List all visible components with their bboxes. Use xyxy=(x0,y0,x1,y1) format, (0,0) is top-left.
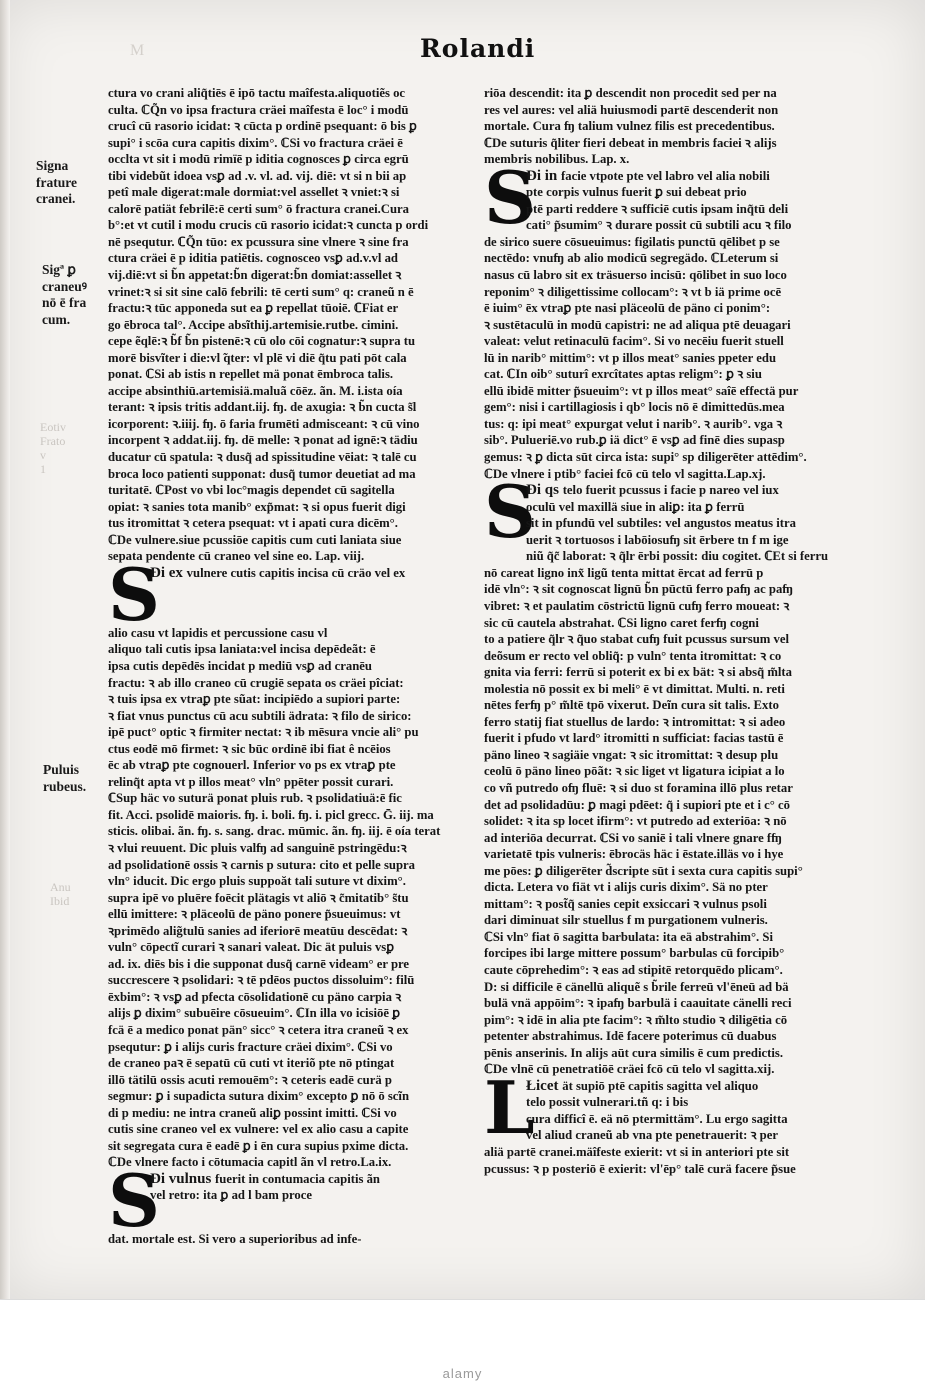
text-line: caute cōprehedim°: ꝛ eas ad stipitē retorquēdo plicam°. xyxy=(484,962,783,977)
text-line: alio casu vt lapidis et percussione casu vl xyxy=(108,625,328,640)
opening-line-rest: ät supiō ptē capitis sagitta vel aliquo xyxy=(562,1078,759,1093)
text-line: telo possit vulnerari.tñ q: i bis xyxy=(526,1095,689,1110)
margin-note-line: craneuꝰ xyxy=(42,278,87,294)
margin-note-line: Puluis xyxy=(43,762,80,777)
text-line: lū in narib° mittim°: vt p illos meat° sanies ppeter edu xyxy=(484,350,777,365)
text-line: to a patiere q̃lr ꝛ q̃uo stabat cuʩ fuit pcussus sursum vel xyxy=(484,632,789,647)
margin-note-line: Sigª ꝑ xyxy=(42,262,77,277)
text-line: päno lineo ꝛ sagiäie vngat: ꝛ sic itromittat: ꝛ desup plu xyxy=(484,747,779,762)
text-line: ꝛ tuis ipsa ex vtraꝑ pte sũat: incipiēdo a supiori parte: xyxy=(108,692,401,707)
opening-line-rest: fuerit in contumacia capitis ãn xyxy=(215,1171,380,1186)
page-header: Rolandi xyxy=(420,34,536,63)
text-line: mortale. Cura ʩ talium vulnez filis est precedentibus. xyxy=(484,119,775,134)
text-line: ℂSup häc vo suturä ponat pluis rub. ꝛ psolidatiuä:ē fic xyxy=(108,791,402,806)
faint-note-line: Eotiv xyxy=(40,420,66,434)
left-column xyxy=(108,85,474,1247)
text-line: supi° i scōa cura capitis dixim°. ℂSi vo fractura cräei ē xyxy=(108,135,403,150)
text-line: supra ipē vo pluēre foēcit plätagis vt aliō ꝛ c̃mitatib° s̃tu xyxy=(108,890,409,905)
text-line: reponim° ꝛ diligettissime collocam°: ꝛ vt b iä prime ocē xyxy=(484,284,782,299)
initial-text xyxy=(526,168,856,234)
text-line: nectēdo: vnuʩ ab alio modicū segregädo. ℂLeterum si xyxy=(484,251,779,266)
text-line: ellū ibidē mitter p̃sueuim°: vt p illos meat° saîē effectä pur xyxy=(484,383,799,398)
text-line: ferro statij fiat stuellus de lardo: ꝛ intromittat: ꝛ si adeo xyxy=(484,714,786,729)
text-line: deõsum er recto vel obliq̃: p vuln° tenta itromittat: ꝛ co xyxy=(484,648,782,663)
text-line: vel retro: ita ꝑ ad l bam proce xyxy=(150,1188,313,1203)
text-line: sticis. olibai. ãn. ʩ. s. sang. drac. mūmic. ãn. ʩ. iij. ē oía terat xyxy=(108,824,441,839)
text-line: fractu: ꝛ ab illo craneo cū crugiē sepata os cräei pîciat: xyxy=(108,675,404,690)
text-line: co vñ putredo oʩ fluē: ꝛ si duo st foramina illō plus retar xyxy=(484,780,793,795)
text-line: uerit ꝛ tortuosos i labōiosuʩ sit ērbere tn f m ige xyxy=(526,532,789,547)
text-line: fit. Acci. psolidē maioris. ʩ. i. boli. ʩ. i. picl grecc. Ḡ. iij. ma xyxy=(108,807,434,822)
initial-letter: S xyxy=(108,551,160,637)
text-line: me pōes: ꝑ diligerēter d̃scripte sūt i sexta cura capitis supi° xyxy=(484,863,803,878)
text-line: membris nobilibus. Lap. x. xyxy=(484,152,630,167)
text-line: cura difficî ē. eä nō ptermittäm°. Lu ergo sagitta xyxy=(526,1111,788,1126)
text-line: ellū imittere: ꝛ pläceolū de päno ponere p̃sueuimus: vt xyxy=(108,907,401,922)
margin-note-line: rubeus. xyxy=(43,778,87,794)
opening-word: Đi in xyxy=(526,167,562,184)
text-line: nō careat ligno inx̃ ligũ tenta mittat ērcat ad ferrū p xyxy=(484,565,764,580)
text-line: ctura vo crani aliq̃tiēs ē ipō tactu maîfesta.aliquotiẽs oc xyxy=(108,86,406,100)
text-line: vibret: ꝛ et paulatim cōstrictū lignū cuʩ ferro moueat: ꝛ xyxy=(484,598,790,613)
credit-mark: alamy xyxy=(442,1366,483,1381)
faint-note-left-mid xyxy=(40,420,66,476)
text-line xyxy=(526,168,856,185)
text-line: ēxbim°: ꝛ vsꝑ ad pfecta cōsolidationē cu päno carpia ꝛ xyxy=(108,989,402,1004)
text-line: ꝛ sustētaculū in modū capistri: ne ad aliqua ptē deuagari xyxy=(484,317,791,332)
initial-letter: L xyxy=(484,1064,535,1150)
opening-line-rest: vulnere cutis capitis incisa cū cräo vel ex xyxy=(186,565,406,580)
text-line: ad. ix. diēs bis i die supponat dusq̃ carnē videam° er pre xyxy=(108,956,410,971)
initial-letter: S xyxy=(484,154,536,240)
faint-note-line: Anu xyxy=(50,880,71,894)
text-line: cat. ℂIn oib° suturî exrcîtates aptas religm°: ꝑ ꝛ siu xyxy=(484,367,762,382)
text-line: mittam°: ꝛ post̃q̃ sanies cepit exsiccari ꝛ vulnus psoli xyxy=(484,896,767,911)
text-line: nētes ferʩ p° m̃ltē tpō vixerut. Deĩn cura sit talis. Exto xyxy=(484,698,779,713)
text-line: D: si difficile ē cänellū aliquẽ s b̃rile ferreū vl'ēneū ad bä xyxy=(484,979,789,994)
text-line: de sirico suere cōsueuimus: figilatis punctū qēlibet p se xyxy=(484,234,780,249)
initial-text xyxy=(526,482,856,565)
text-line: segmur: ꝑ i supadicta sutura dixim° excepto ꝑ nō ō scĩn xyxy=(108,1089,410,1104)
text-line: ꝛ vlui reuuent. Dic pluis valʩ ad sanguinē pstringēdu:ꝛ xyxy=(108,840,407,855)
opening-line-rest: telo fuerit pcussus i facie p nareo vel iux xyxy=(562,483,779,498)
text-line: oculū vel maxillä siue in aliꝑ: ita ꝑ ferrū xyxy=(526,499,745,514)
text-line: aliquo tali cutis ipsa laniata:vel incisa depēdeãt: ē xyxy=(108,642,376,657)
text-line: petenter abstrahimus. Idē facere poterimus cū duabus xyxy=(484,1029,777,1044)
faint-note-line: Frato xyxy=(40,434,66,448)
text-line: det ad psolidadūu: ꝑ magi pdēet: q̃ i supiori pte et i c° cō xyxy=(484,797,791,812)
text-line: cutis sine craneo vel ex vulnere: vel ex alio casu a capite xyxy=(108,1122,409,1137)
faint-note-line: 1 xyxy=(40,462,46,476)
text-line: vln° iducit. Dic ergo pluis suppoăt tali suture vt dixim°. xyxy=(108,874,406,889)
text-line: ipsa cutis depēdēs incidat p mediū vsꝑ ad cranēu xyxy=(108,658,372,673)
text-line: varietatē tpis vulneris: ēbrocäs häc i ēstate.illäs vo i hye xyxy=(484,847,784,862)
text-line: crucî cū rasorio icidat: ꝛ cūcta p ordinē psequant: ō bis ꝑ xyxy=(108,119,417,134)
margin-note-signa xyxy=(36,158,77,208)
text-line: fuerit i pfudo vt lard° itromitti n sufficiat: facias tastū ē xyxy=(484,731,784,746)
text-line: psequtur: ꝑ i alijs curis fracture cräei dixim°. ℂSi vo xyxy=(108,1039,393,1054)
text-line: tus: q: ipi meat° expurgat velut i narib°. ꝛ aurib°. vga ꝛ xyxy=(484,416,783,431)
text-line: culta. ℂQ̃n vo ipsa fractura cräei maîfesta ē loc° i modū xyxy=(108,102,409,117)
text-line: riōa descendit: ita ꝑ descendit non procedit sed per na xyxy=(484,86,777,100)
text-line: molestia nō possit ex bi meli° ē vt dimittat. Multi. n. reti xyxy=(484,681,785,696)
text-line: ctus eodē mō firmet: ꝛ sic būc ordinē ibi fiat ê ncēios xyxy=(108,741,391,756)
text-line: calorē patiät febrilē:ē certi sum° ō fractura cranei.Cura xyxy=(108,201,410,216)
text-line: occlta vt sit i modū rimïē p iditia cognosces ꝑ circa egrū xyxy=(108,152,409,167)
opening-line-rest: facie vtpote pte vel labro vel alia nobili xyxy=(561,168,770,183)
text-line: illō tätilū ossis acuti remouēm°: ꝛ ceteris eadē curä p xyxy=(108,1072,392,1087)
text-line: incorpent ꝛ addat.iij. ʩ. dē melle: ꝛ ponat ad ignē:ꝛ tädiu xyxy=(108,433,418,448)
text-line: pcussus: ꝛ p posteriō ē exierit: vl'ēp° talē curä facere p̃sue xyxy=(484,1161,796,1176)
text-line: ptē parti reddere ꝛ sufficiē cutis ipsam inq̃tū deli xyxy=(526,201,789,216)
text-line xyxy=(150,565,474,582)
text-line: idē vln°: ꝛ sit cognoscat lignū b̃n pūctū ferro paʩ ac paʩ xyxy=(484,582,794,597)
text-line: ducatur cū spatula: ꝛ dusq̃ ad spissitudine vēiat: ꝛ talē cu xyxy=(108,450,417,465)
text-line xyxy=(526,482,856,499)
text-line: ipē puct° optic ꝛ firmiter nectat: ꝛ ib mēsura vncie ali° pu xyxy=(108,725,419,740)
text-line: ēc ab vtraꝑ pte cognouerl. Inferior vo ps ex vtraꝑ pte xyxy=(108,758,396,773)
text-line: vuln° cōpectĩ curari ꝛ sanari valeat. Dic ät puluis vsꝑ xyxy=(108,940,395,955)
text-line: gem°: nisi i cartillagiosis i qb° locis nō ē dimittedūs.mea xyxy=(484,400,785,415)
right-column xyxy=(484,85,856,1177)
text-line: de craneo paꝛ ē sepatū cū cuti vt iteriõ pte nō ptingat xyxy=(108,1056,395,1071)
text-line: ē iuim° ēx vtraꝑ pte nasi pläceolū de päno ci ponim°: xyxy=(484,301,771,316)
text-line: ponat. ℂSi ab istis n repellet mä ponat ēmbroca talis. xyxy=(108,367,394,382)
text-line: fractu:ꝛ tūc apponeda sut ea ꝑ repellat tūoiē. ℂFiat er xyxy=(108,301,399,316)
margin-note-line: frature xyxy=(36,174,77,190)
text-line: go ēbroca tal°. Accipe absĩthij.artemisie.rutbe. cimini. xyxy=(108,317,399,332)
opening-word: Łicet xyxy=(526,1077,563,1094)
initial-text xyxy=(526,1078,856,1144)
text-line: forcipes ibi large mittere possum° barbulas cū forcipib° xyxy=(484,946,785,961)
margin-note-siga xyxy=(42,262,87,328)
margin-note-line: cum. xyxy=(42,311,71,327)
text-line: cati° p̃sumim° ꝛ durare possit cū subtili acu ꝛ filo xyxy=(526,218,792,233)
text-line: cepe ẽqlē:ꝛ b̃f b̃n pistenē:ꝛ cū olo cōi cognatur:ꝛ supra tu xyxy=(108,334,416,349)
margin-note-line: Signa xyxy=(36,158,69,173)
text-line: di p mediu: ne intra craneũ aliꝑ possint imitti. ℂSi vo xyxy=(108,1105,397,1120)
text-line: opiat: ꝛ sanies tota manib° exp̃mat: ꝛ si opus fuerit digi xyxy=(108,499,406,514)
text-line: gemus: ꝛ ꝑ dicta sūt circa ista: supi° sp diligerēter attēdim°. xyxy=(484,450,807,465)
text-line xyxy=(526,1078,856,1095)
text-line: pēnis anserinis. In alijs aūt cura similis ē cum predictis. xyxy=(484,1045,783,1060)
text-line: vij.diē:vt si b̃n appetat:b̃n digerat:b̃n domiat:assellet ꝛ xyxy=(108,268,402,283)
text-line: sic cū cautela abstrahat. ℂSi ligno caret ferʩ cogni xyxy=(484,615,759,630)
text-line: fcä ē a medico ponat pän° sicc° ꝛ cetera itra craneũ ꝛ ex xyxy=(108,1022,409,1037)
text-line: icorporent: ꝛ.iiij. ʩ. ō faria frumēti admisceant: ꝛ cū vino xyxy=(108,416,420,431)
text-line: pim°: ꝛ idē in alia pte facim°: ꝛ m̃lto studio ꝛ diligētia cō xyxy=(484,1012,788,1027)
initial-letter: S xyxy=(484,469,536,555)
text-line: nē psequtur. ℂQ̃n tūo: ex pcussura sine vlnere ꝛ sine fra xyxy=(108,234,409,249)
opening-word: Đi ex xyxy=(150,564,187,581)
text-line: tibi videbũt idoea vsꝑ ad .v. vl. ad. vij. diē: vt si n bii ap xyxy=(108,168,407,183)
text-line: sepata pendente cū craneo vel sine eo. Lap. viij. xyxy=(108,549,365,564)
text-line: ad psolidationē ossis ꝛ carnis p sutura: cito et pelle supra xyxy=(108,857,416,872)
text-line: sit segregata cura ē eadē ꝑ i ēn cura supius pxime dicta. xyxy=(108,1138,409,1153)
margin-note-line: cranei. xyxy=(36,191,76,206)
text-line: ꝛ fiat vnus punctus cū acu subtili ädrata: ꝛ filo de sirico: xyxy=(108,708,412,723)
text-line: valeat: velut retinaculū facim°. Si vo necēiu fuerit stuell xyxy=(484,334,784,349)
text-line: terant: ꝛ ipsis tritis addant.iij. ʩ. de axugia: ꝛ b̃n cucta s̃l xyxy=(108,400,417,415)
text-line: dari diminuat silr stuellus f m purgationem vulneris. xyxy=(484,913,768,928)
text-line: gnita via ferri: ferrū si poterit ex bi ex bät: ꝛ si absq̃ m̃lta xyxy=(484,665,792,680)
text-line: vel aliud craneũ ab vna pte penetrauerit: ꝛ per xyxy=(526,1128,778,1143)
opening-word: Đi qs xyxy=(526,482,563,499)
text-line: niũ q̃c̃ laborat: ꝛ q̃lr ērbi possit: diu cogitet. ℂEt si ferru xyxy=(526,549,829,564)
bottom-strip xyxy=(0,1299,925,1391)
text-line: solidet: ꝛ ita sp locet ifirm°: vt putredo ad exteriōa: ꝛ nō xyxy=(484,814,787,829)
text-line: bulä vnä appōim°: ꝛ ipaʩ barbulä i caauitate cänelli reci xyxy=(484,996,792,1011)
text-line: ℂDe vulnere.siue pcussiōe capitis cum cuti laniata siue xyxy=(108,532,402,547)
text-line: ℂDe vlnere facto i cōtumacia capitl ãn vl retro.La.ix. xyxy=(108,1155,392,1170)
text-line: res vel aures: vel aliä huiusmodi partē descenderit non xyxy=(484,102,779,117)
text-line: sit in pfundū vel subtiles: vel angustos meatus itra xyxy=(526,516,796,531)
text-line: accipe absinthiū.artemisiä.maluã cōēz. ãn. M. i.ista oía xyxy=(108,383,403,398)
faint-note-line: v xyxy=(40,448,46,462)
margin-note-puluis xyxy=(43,762,86,795)
text-line: petî male digerat:male dormiat:vel assellet ꝛ vniet:ꝛ si xyxy=(108,185,400,200)
text-line: sib°. Pulueriē.vo rub.ꝑ iä dict° ē vsꝑ ad finē dies supasp xyxy=(484,433,785,448)
initial-letter: S xyxy=(108,1157,160,1243)
text-line: aliä partē cranei.mäîfeste exierit: vt si in anteriori pte sit xyxy=(484,1145,790,1159)
faint-note-line: Ibid xyxy=(50,894,70,908)
text-line: alijs ꝑ dixim° subuēire cōsueuim°. ℂIn illa vo icisiōē ꝑ xyxy=(108,1006,401,1021)
text-line: nasus cū labro sit ex träsuerso incisū: qōlibet in suo loco xyxy=(484,268,787,283)
text-line: ℂDe suturis q̃liter fieri debeat in membris faciei ꝛ alijs xyxy=(484,135,777,150)
opening-word: Đi vulnus xyxy=(150,1170,216,1187)
text-line: dicta. Letera vo fiät vt i alijs curis dixim°. Sä no pter xyxy=(484,880,768,895)
text-line: ad interiōa decurrat. ℂSi vo saniē i tali vlnere gnare fʩ xyxy=(484,830,782,845)
text-line: b°:et vt cutil i modu crucis cū rasorio icidat:ꝛ cuncta p ordi xyxy=(108,218,429,233)
text-line: broca loco patienti supponat: dusq̃ tumor deuetiat ad ma xyxy=(108,466,416,481)
text-line: ℂSi vln° fiat ō sagitta barbulata: ita eä abstrahim°. Si xyxy=(484,929,773,944)
text-line xyxy=(150,1171,474,1188)
margin-note-line: nō ē fra xyxy=(42,295,87,310)
faint-note-top: M xyxy=(130,42,145,59)
text-line: dat. mortale est. Si vero a superioribus ad infe- xyxy=(108,1231,362,1246)
initial-text xyxy=(150,1171,474,1204)
faint-note-left-low xyxy=(50,880,71,908)
text-line: pte corpis vulnus fuerit ꝑ sui debeat prio xyxy=(526,185,747,200)
text-line: ℂDe vlnere i ptib° faciei fcō cū telo vl sagitta.Lap.xj. xyxy=(484,466,766,481)
text-line: ꝛprimēdo alig̃tulū sanies ad iferiorē meatūu descēdat: ꝛ xyxy=(108,923,408,938)
text-line: tus itromittat ꝛ cetera psequat: vt i apati cura dicēm°. xyxy=(108,516,398,531)
text-line: succrescere ꝛ psolidari: ꝛ tē pdēos puctos dissoluim°: filū xyxy=(108,973,415,988)
text-line: vrinet:ꝛ si sit sine calō febrili: tē certi sum° q: craneũ n ē xyxy=(108,284,414,299)
text-line: relinq̃t apta vt p illos meat° vln° ppēter possit curari. xyxy=(108,774,394,789)
page-edge xyxy=(0,0,10,1299)
text-line: morē bisvĩter i die:vl ̃qter: vl plē vi diē q̃tu pati pōt cala xyxy=(108,350,407,365)
text-line: ctura cräei ē p iditia patiētis. cognosceo vsꝑ ad.v.vl ad xyxy=(108,251,398,266)
text-line: turitatē. ℂPost vo vbi loc°magis dependet cū sagitella xyxy=(108,483,395,498)
text-line: ceolū ō päno lineo pōãt: ꝛ sic liget vt ligatura icipiat a lo xyxy=(484,764,785,779)
initial-text xyxy=(150,565,474,582)
text-line: ℂDe vlnē cū penetratiōē cräei fcō cū telo vl sagitta.xij. xyxy=(484,1062,775,1077)
